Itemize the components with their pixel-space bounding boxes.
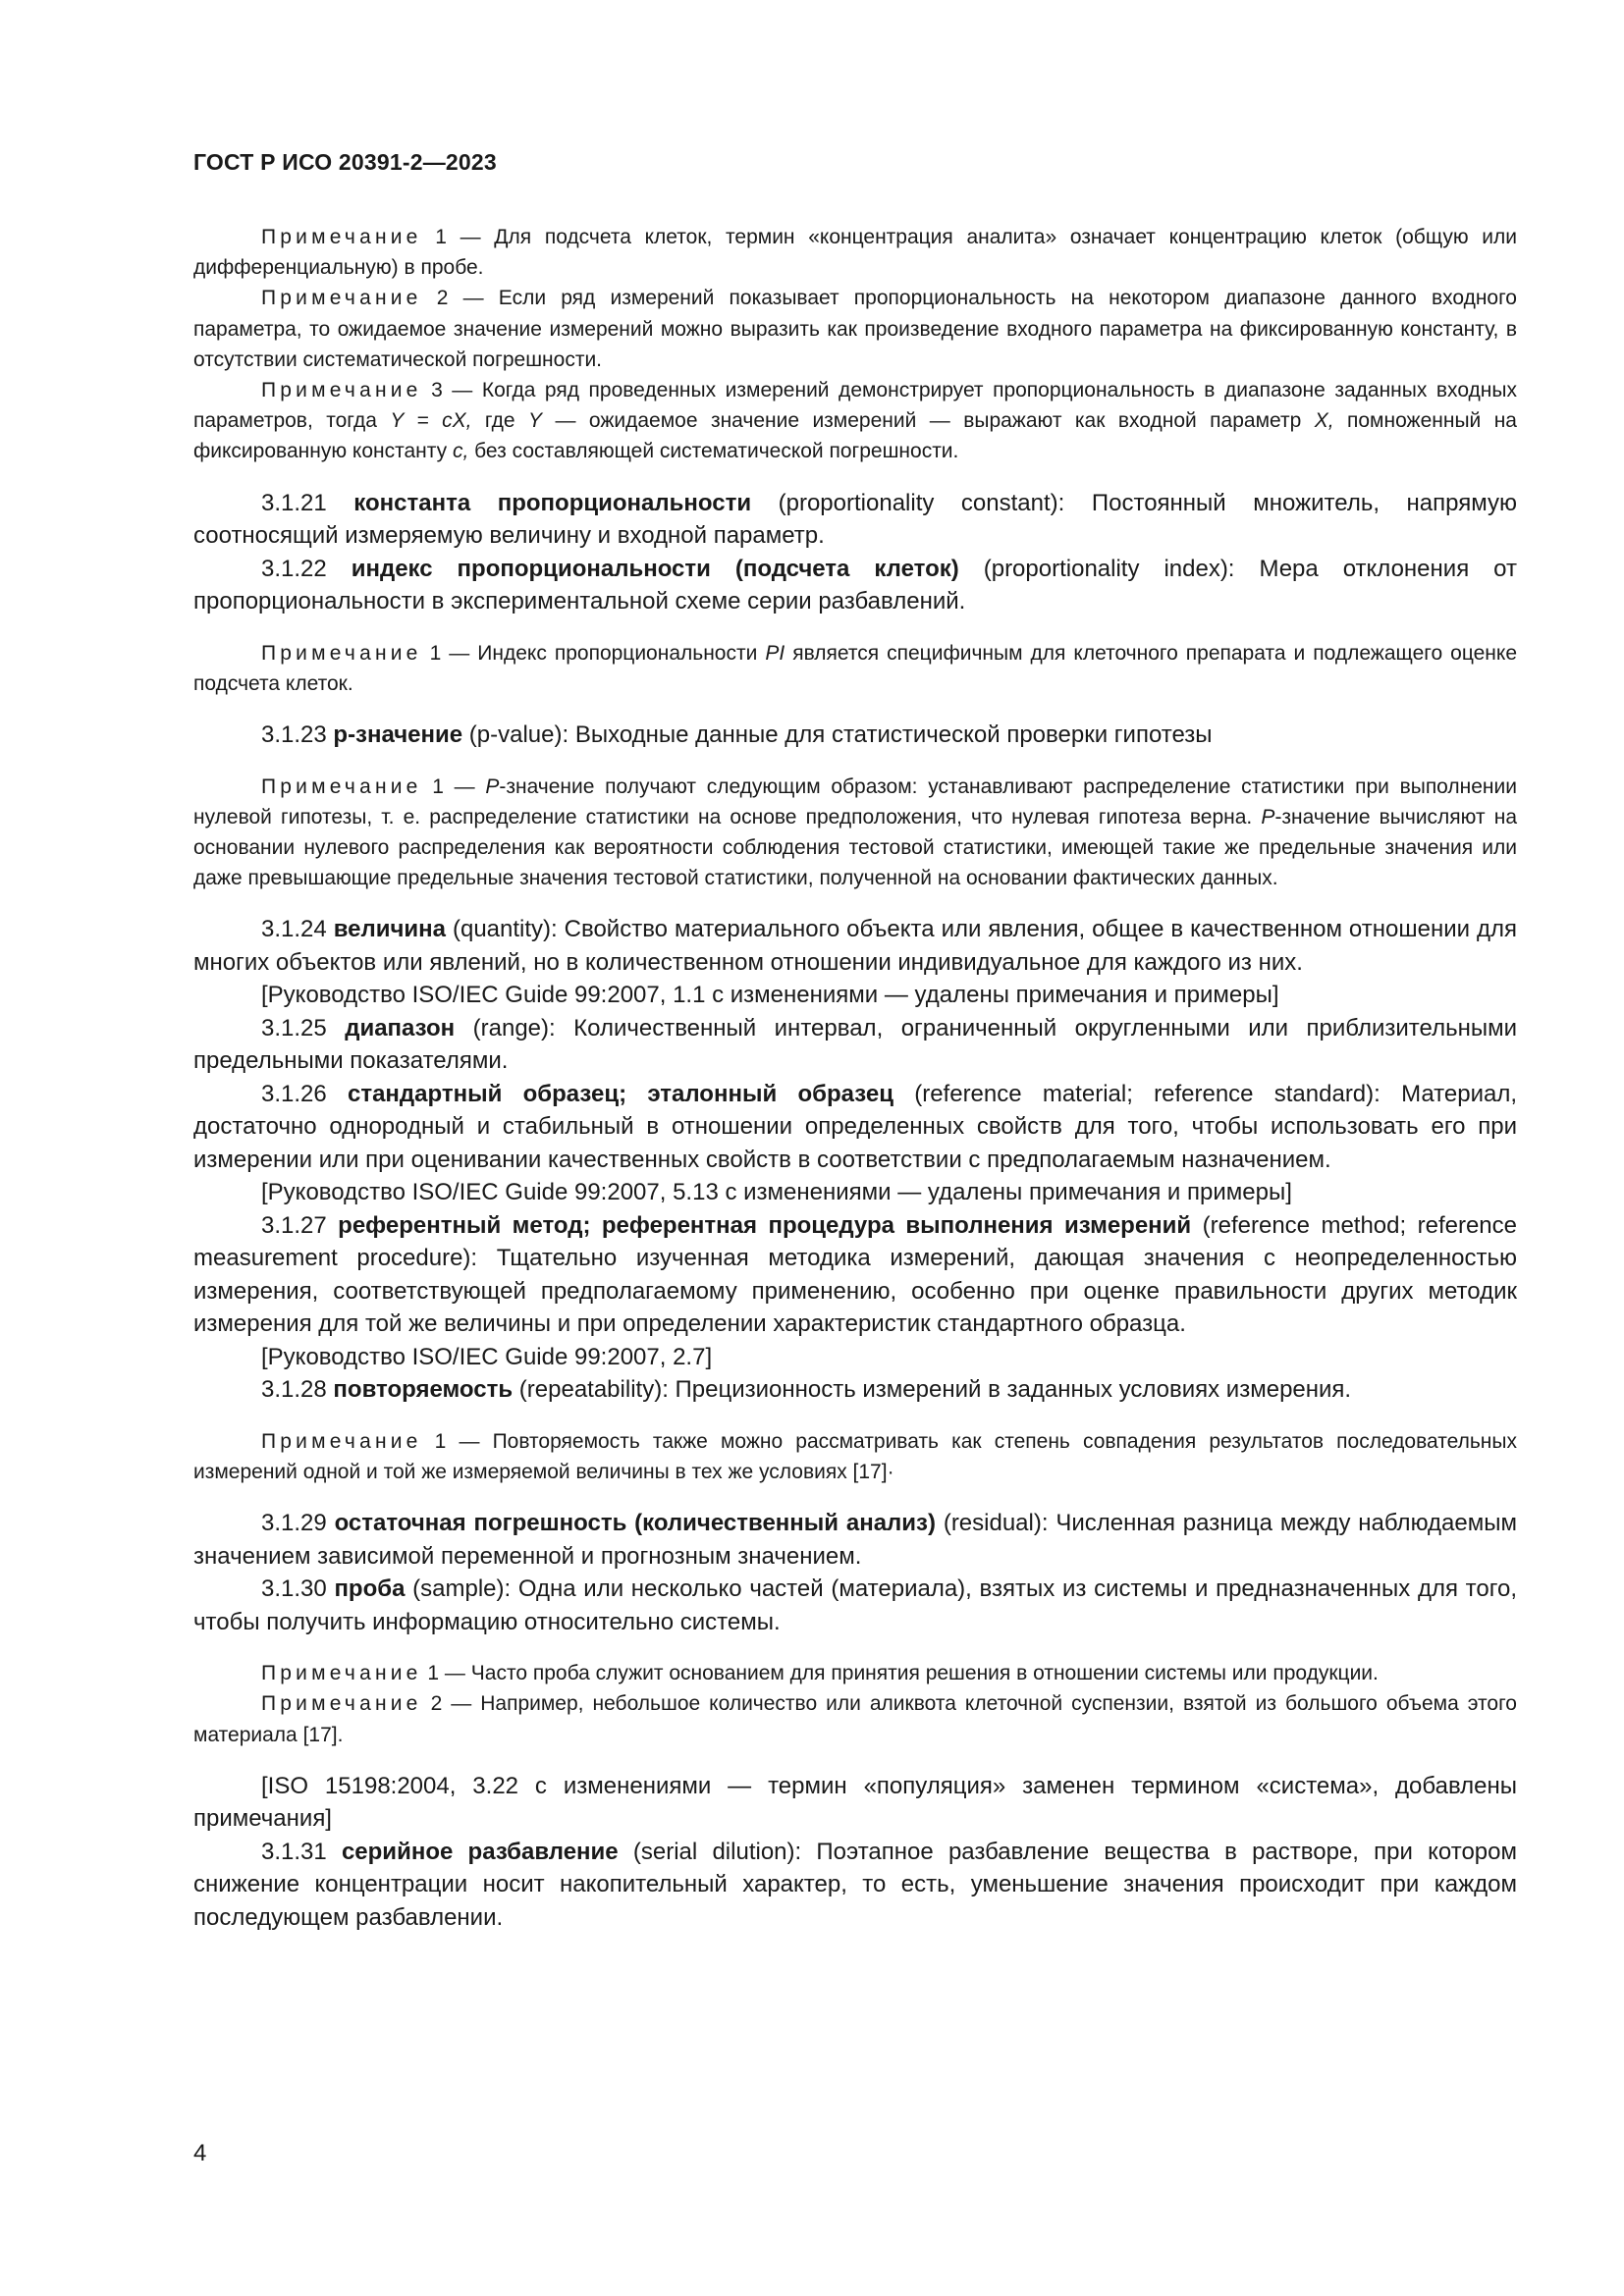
source-reference: [Руководство ISO/IEC Guide 99:2007, 2.7] xyxy=(261,1343,713,1370)
note-group xyxy=(193,1426,1517,1487)
note-label: Примечание xyxy=(261,1692,422,1716)
term-name: остаточная погрешность (количественный анализ) xyxy=(334,1510,936,1537)
term-definition: 3.1.31 серийное разбавление (serial dilution): Поэтапное разбавление вещества в растворе, при котором снижение концентрации носит накопительный характер, то есть, уменьшение значения происходит при каждом последующем разбавлении. xyxy=(193,1838,1518,1931)
term-definition: 3.1.22 индекс пропорциональности (подсчета клеток) (proportionality index): Мера отклонения от пропорциональности в экспериментальной схеме серии разбавлений. xyxy=(193,555,1517,615)
note-group xyxy=(193,222,1517,467)
document-body xyxy=(193,222,1517,1934)
source-reference: [Руководство ISO/IEC Guide 99:2007, 5.13 с изменениями — удалены примечания и примеры] xyxy=(261,1179,1292,1206)
term-definition: 3.1.25 диапазон (range): Количественный интервал, ограниченный округленными или приблизительными предельными показателями. xyxy=(193,1014,1517,1075)
term-name: стандартный образец; эталонный образец xyxy=(347,1080,893,1107)
note-paragraph: Примечание 1 — Часто проба служит основанием для принятия решения в отношении системы или продукции. xyxy=(261,1662,1379,1685)
note-label: Примечание xyxy=(261,641,422,665)
note-paragraph: Примечание 1 — P-значение получают следующим образом: устанавливают распределение статистики при выполнении нулевой гипотезы, т. е. распределение статистики на основе предположения, что нулевая гипотеза верна. P-значение вычисляют на основании нулевого распределения как вероятности соблюдения тестовой статистики, имеющей такие же предельные значения или даже превышающие предельные значения тестовой статистики, полученной на основании фактических данных. xyxy=(193,774,1518,890)
note-paragraph: Примечание 3 — Когда ряд проведенных измерений демонстрирует пропорциональность в диапазоне заданных входных параметров, тогда Y = cX, где Y — ожидаемое значение измерений — выражают как входной параметр X, помноженный на фиксированную константу c, без составляющей систематической погрешности. xyxy=(193,379,1517,463)
note-label: Примечание xyxy=(261,774,422,798)
note-paragraph: Примечание 1 — Повторяемость также можно рассматривать как степень совпадения результатов последовательных измерений одной и той же измеряемой величины в тех же условиях [17]· xyxy=(193,1429,1517,1484)
term-definition: 3.1.26 стандартный образец; эталонный образец (reference material; reference standard): Материал, достаточно однородный и стабильный в отношении определенных свойств для того, чтобы использовать его при измерении или при оценивании качественных свойств в соответствии с предполагаемым назначением. xyxy=(193,1080,1517,1173)
note-paragraph: Примечание 2 — Например, небольшое количество или аликвота клеточной суспензии, взятой из большого объема этого материала [17]. xyxy=(193,1692,1517,1746)
term-name: индекс пропорциональности (подсчета клеток) xyxy=(351,555,959,582)
note-label: Примечание xyxy=(261,1662,422,1685)
note-group xyxy=(193,638,1517,699)
term-name: р-значение xyxy=(333,721,463,749)
term-name: серийное разбавление xyxy=(341,1838,619,1865)
term-definition: 3.1.30 проба (sample): Одна или несколько частей (материала), взятых из системы и предназначенных для того, чтобы получить информацию относительно системы. xyxy=(193,1575,1517,1635)
source-reference: [Руководство ISO/IEC Guide 99:2007, 1.1 с изменениями — удалены примечания и примеры] xyxy=(261,982,1279,1009)
term-definition: 3.1.21 константа пропорциональности (proportionality constant): Постоянный множитель, напрямую соотносящий измеряемую величину и входной параметр. xyxy=(193,489,1517,550)
term-name: проба xyxy=(334,1575,406,1603)
note-label: Примечание xyxy=(261,1429,422,1453)
note-label: Примечание xyxy=(261,226,422,248)
term-definition: 3.1.28 повторяемость (repeatability): Прецизионность измерений в заданных условиях измерения. xyxy=(261,1376,1352,1404)
term-definition: 3.1.23 р-значение (p-value): Выходные данные для статистической проверки гипотезы xyxy=(261,721,1213,749)
term-name: величина xyxy=(333,916,447,943)
term-definition: 3.1.29 остаточная погрешность (количественный анализ) (residual): Численная разница между наблюдаемым значением зависимой переменной и прогнозным значением. xyxy=(193,1510,1517,1570)
document-header: ГОСТ Р ИСО 20391-2—2023 xyxy=(193,149,497,175)
note-paragraph: Примечание 2 — Если ряд измерений показывает пропорциональность на некотором диапазоне данного входного параметра, то ожидаемое значение измерений можно выразить как произведение входного параметра на фиксированную константу, в отсутствии систематической погрешности. xyxy=(193,287,1517,371)
document-page xyxy=(193,0,1517,2296)
term-name: референтный метод; референтная процедура выполнения измерений xyxy=(338,1211,1192,1239)
term-definition: 3.1.24 величина (quantity): Свойство материального объекта или явления, общее в качественном отношении для многих объектов или явлений, но в количественном отношении индивидуальное для каждого из них. xyxy=(193,916,1517,976)
note-label: Примечание xyxy=(261,287,422,310)
source-reference: [ISO 15198:2004, 3.22 с изменениями — термин «популяция» заменен термином «система», добавлены примечания] xyxy=(193,1772,1517,1833)
note-group xyxy=(193,772,1517,894)
term-name: повторяемость xyxy=(333,1376,514,1404)
note-label: Примечание xyxy=(261,379,422,402)
note-group xyxy=(193,1658,1517,1750)
page-number: 4 xyxy=(193,2140,207,2166)
term-name: диапазон xyxy=(345,1014,456,1041)
term-name: константа пропорциональности xyxy=(353,489,752,516)
note-paragraph: Примечание 1 — Индекс пропорциональности PI является специфичным для клеточного препарата и подлежащего оценке подсчета клеток. xyxy=(193,641,1517,695)
note-paragraph: Примечание 1 — Для подсчета клеток, термин «концентрация аналита» означает концентрацию клеток (общую или дифференциальную) в пробе. xyxy=(193,226,1517,280)
term-definition: 3.1.27 референтный метод; референтная процедура выполнения измерений (reference method; reference measurement procedure): Тщательно изученная методика измерений, дающая значения с неопределенностью измерения, соответствующей предполагаемому применению, особенно при оценке правильности других методик измерения для той же величины и при определении характеристик стандартного образца. xyxy=(193,1211,1517,1338)
